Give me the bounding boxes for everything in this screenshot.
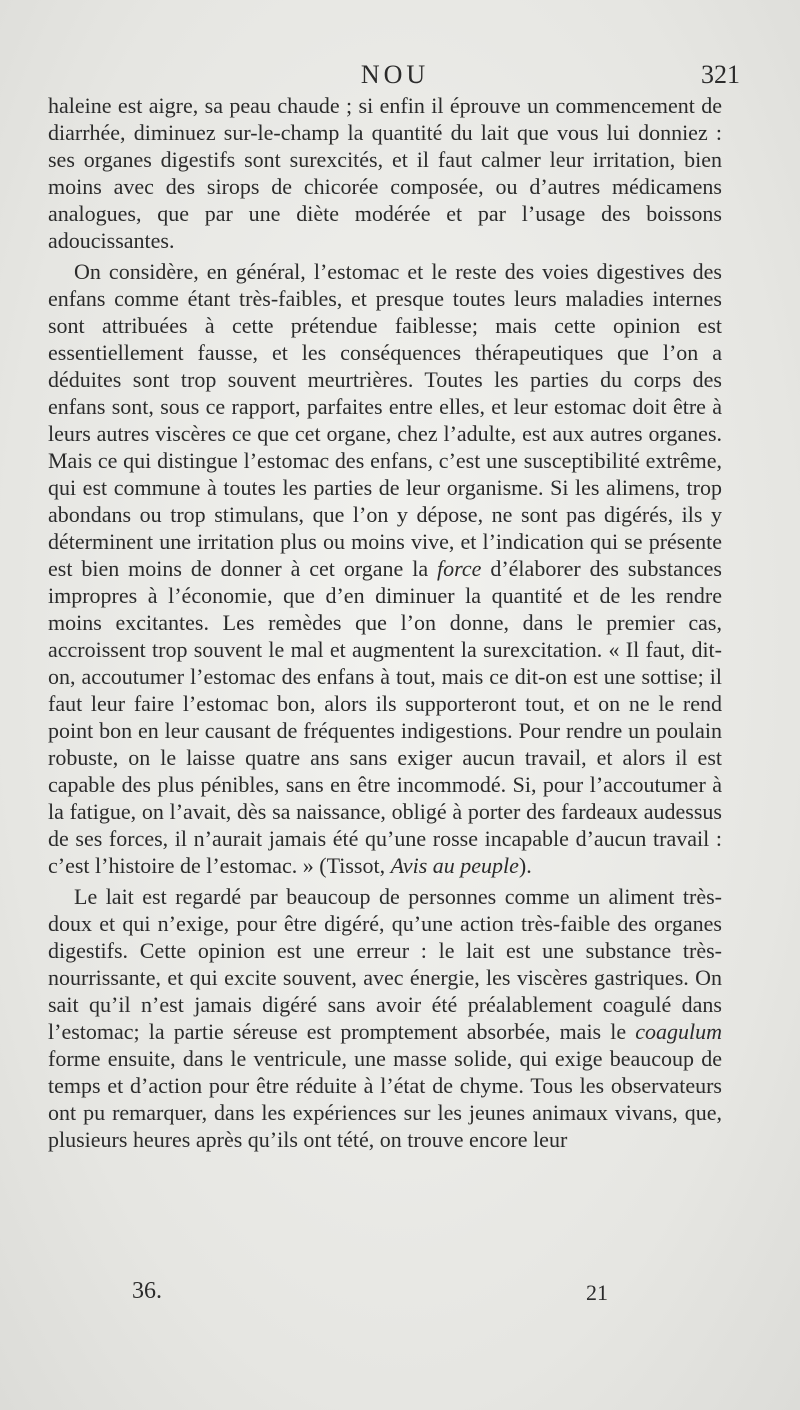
paragraph-2-text-c: ). — [518, 853, 532, 878]
page-number: 321 — [701, 60, 740, 89]
page-footer — [0, 1278, 800, 1318]
folio-mark: 21 — [586, 1280, 608, 1305]
italic-word-coagulum: coagulum — [635, 1019, 722, 1044]
paragraph-3-text-b: forme ensuite, dans le ventricule, une masse solide, qui exige beaucoup de temps et d’action pour être réduite à l’état de chyme. Tous les observateurs ont pu remarquer, dans les expériences sur les jeunes animaux vivans, que, plusieurs heures après qu’ils ont tété, on trouve encore leur — [48, 1046, 722, 1152]
paragraph-2-text-b: d’élaborer des substances impropres à l’économie, que d’en diminuer la quantité et de les rendre moins excitantes. Les remèdes que l’on donne, dans le premier cas, accroissent trop souvent le mal et augmentent la surexcitation. « Il faut, dit-on, accoutumer l’estomac des enfans à tout, mais ce dit-on est une sottise; il faut leur faire l’estomac bon, alors ils supporteront tout, et on ne le rend point bon en leur causant de fréquentes indigestions. Pour rendre un poulain robuste, on le laisse quatre ans sans exiger aucun travail, et alors il est capable des plus pénibles, sans en être incommodé. Si, pour l’accoutumer à la fatigue, on l’avait, dès sa naissance, obligé à porter des fardeaux audessus de ses forces, il n’aurait jamais été qu’une rosse incapable d’aucun travail : c’est l’histoire de l’estomac. » (Tissot, — [48, 556, 722, 878]
italic-word-force: force — [437, 556, 482, 581]
citation-title: Avis au peuple — [390, 853, 519, 878]
paragraph-2-text-a: On considère, en général, l’estomac et le reste des voies digestives des enfans comme étant très-faibles, et presque toutes leurs maladies internes sont attribuées à cette prétendue faiblesse; mais cette opinion est essentiellement fausse, et les conséquences thérapeutiques que l’on a déduites sont trop souvent meurtrières. Toutes les parties du corps des enfans sont, sous ce rapport, parfaites entre elles, et leur estomac doit être à leurs autres viscères ce que cet organe, chez l’adulte, est aux autres organes. Mais ce qui distingue l’estomac des enfans, c’est une susceptibilité extrême, qui est commune à toutes les parties de leur organisme. Si les alimens, trop abondans ou trop stimulans, que l’on y dépose, ne sont pas digérés, ils y déterminent une irritation plus ou moins vive, et l’indication qui se présente est bien moins de donner à cet organe la — [48, 259, 722, 581]
paragraph-1: haleine est aigre, sa peau chaude ; si enfin il éprouve un commencement de diarrhée, diminuez sur-le-champ la quantité du lait que vous lui donniez : ses organes digestifs sont surexcités, et il faut calmer leur irritation, bien moins avec des sirops de chicorée composée, ou d’autres médicamens analogues, que par une diète modérée et par l’usage des boissons adoucissantes. — [48, 93, 722, 253]
paragraph-2 — [48, 258, 722, 879]
signature-mark: 36. — [132, 1278, 162, 1304]
body-text — [48, 92, 722, 1153]
paragraph-3 — [48, 883, 722, 1153]
running-head: NOU — [360, 60, 430, 89]
paragraph-3-text-a: Le lait est regardé par beaucoup de personnes comme un aliment très-doux et qui n’exige, pour être digéré, qu’une action très-faible des organes digestifs. Cette opinion est une erreur : le lait est une substance très-nourrissante, et qui excite souvent, avec énergie, les viscères gastriques. On sait qu’il n’est jamais digéré sans avoir été préalablement coagulé dans l’estomac; la partie séreuse est promptement absorbée, mais le — [48, 884, 722, 1044]
